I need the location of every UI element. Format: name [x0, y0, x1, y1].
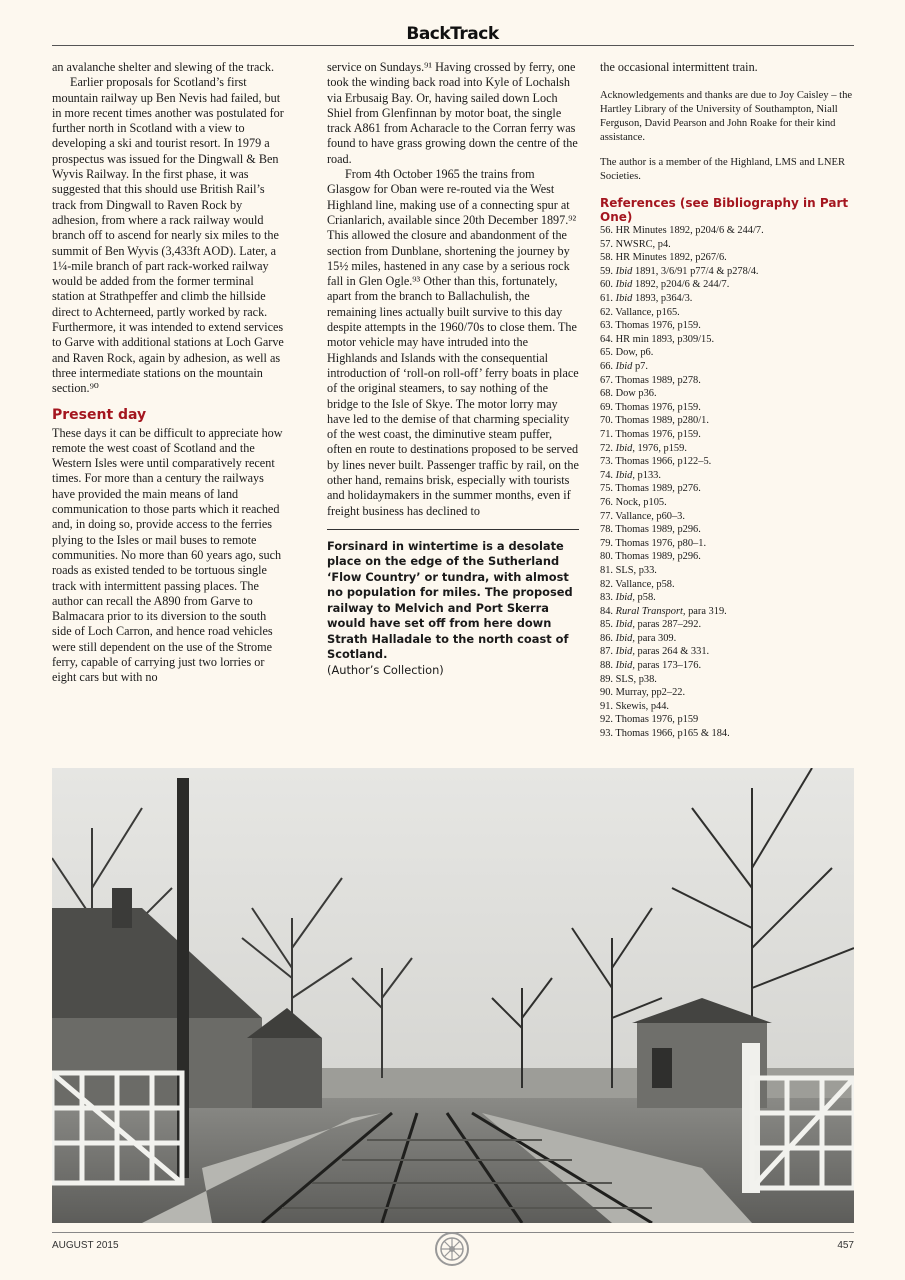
reference-number: 69.: [600, 401, 613, 413]
reference-number: 72.: [600, 442, 613, 454]
station-photo: [52, 768, 854, 1223]
reference-number: 71.: [600, 428, 613, 440]
reference-source: Thomas 1989, p296.: [615, 524, 701, 536]
reference-item: [600, 632, 854, 646]
text-column-1: [52, 60, 284, 686]
caption-rule: [327, 529, 579, 530]
reference-item: [600, 442, 854, 456]
reference-item: [600, 387, 854, 401]
reference-item: [600, 278, 854, 292]
reference-number: 79.: [600, 537, 613, 549]
reference-source: Thomas 1989, p276.: [615, 483, 701, 495]
header-rule: [52, 45, 854, 46]
reference-number: 76.: [600, 496, 613, 508]
paragraph: service on Sundays.⁹¹ Having crossed by ferry, one took the winding back road into Kyle of Lochalsh via Erbusaig Bay. Or, having sailed down Loch Shiel from Glenfinnan by motor boat, the single track A861 from Acharacle to the Corran ferry was found to have grass growing down the centre of the road.: [327, 60, 578, 166]
reference-item: [600, 537, 854, 551]
reference-source: Vallance, p60–3.: [615, 510, 685, 522]
references-list: [600, 224, 854, 741]
reference-source: paras 264 & 331.: [634, 646, 710, 658]
reference-italic: Ibid: [615, 361, 633, 373]
reference-source: para 309.: [634, 632, 677, 644]
reference-item: [600, 428, 854, 442]
reference-item: [600, 591, 854, 605]
reference-item: [600, 564, 854, 578]
reference-item: [600, 659, 854, 673]
reference-number: 56.: [600, 225, 613, 237]
reference-number: 62.: [600, 306, 613, 318]
reference-item: [600, 510, 854, 524]
reference-source: Thomas 1976, p159.: [615, 401, 701, 413]
reference-item: [600, 224, 854, 238]
reference-item: [600, 455, 854, 469]
reference-italic: Ibid,: [615, 646, 635, 658]
reference-number: 59.: [600, 265, 613, 277]
reference-number: 75.: [600, 483, 613, 495]
reference-number: 89.: [600, 673, 613, 685]
reference-item: [600, 605, 854, 619]
reference-item: [600, 645, 854, 659]
reference-number: 90.: [600, 687, 613, 699]
paragraph: the occasional intermittent train.: [600, 60, 758, 74]
reference-number: 84.: [600, 605, 613, 617]
reference-item: [600, 306, 854, 320]
section-heading: Present day: [52, 406, 147, 423]
reference-italic: Ibid: [615, 469, 633, 481]
reference-item: [600, 360, 854, 374]
text-column-3: [600, 60, 854, 741]
reference-number: 68.: [600, 388, 613, 400]
reference-italic: Ibid: [615, 265, 633, 277]
reference-source: p7.: [632, 361, 648, 373]
wheel-logo-icon: [434, 1231, 470, 1267]
acknowledgements-block: [600, 89, 854, 184]
reference-number: 83.: [600, 592, 613, 604]
reference-source: paras 287–292.: [634, 619, 702, 631]
reference-source: Dow p36.: [615, 388, 657, 400]
reference-item: [600, 578, 854, 592]
reference-number: 60.: [600, 279, 613, 291]
reference-source: , p133.: [632, 469, 661, 481]
reference-item: [600, 414, 854, 428]
reference-source: NWSRC, p4.: [615, 238, 671, 250]
reference-number: 58.: [600, 252, 613, 264]
paragraph: From 4th October 1965 the trains from Glasgow for Oban were re-routed via the West Highland line, making use of a connecting spur at Crianlarich, available since 20th December 1897.⁹² This allowed the closure and abandonment of the section from Dunblane, shortening the journey by 15½ miles, hastened in any case by a serious rock fall in Glen Ogle.⁹³ Other than this, fortunately, apart from the branch to Ballachulish, the remaining lines actually built survive to this day despite attempts in the 1960/70s to close them. The motor vehicle may have intruded into the Highlands and Islands with the consequential introduction of ‘roll-on roll-off’ ferry boats in place of the original steamers, to say nothing of the bridge to the Isle of Skye. The motor lorry may have led to the demise of that charming speciality of the west coast, the diminutive steam puffer, often en route to destinations proposed to be served by lines never built. Passenger traffic by rail, on the other hand, remains brisk, especially with tourists and holidaymakers in the summer months, even if freight business has declined to: [327, 167, 579, 518]
references-heading: References (see Bibliography in Part One): [600, 196, 849, 225]
reference-source: , 1976, p159.: [632, 442, 687, 454]
reference-source: 1891, 3/6/91 p77/4 & p278/4.: [632, 265, 759, 277]
reference-item: [600, 333, 854, 347]
reference-italic: Ibid,: [615, 592, 635, 604]
reference-item: [600, 346, 854, 360]
reference-italic: Rural Transport,: [615, 605, 686, 617]
reference-item: [600, 618, 854, 632]
reference-item: [600, 523, 854, 537]
reference-number: 78.: [600, 524, 613, 536]
reference-item: [600, 469, 854, 483]
forsinard-station-image: [52, 768, 854, 1223]
reference-source: Thomas 1976, p159.: [615, 320, 701, 332]
reference-item: [600, 496, 854, 510]
reference-number: 73.: [600, 456, 613, 468]
reference-number: 93.: [600, 728, 613, 740]
masthead-logo: BackTrack: [406, 24, 499, 44]
reference-source: para 319.: [685, 605, 727, 617]
reference-item: [600, 319, 854, 333]
reference-number: 86.: [600, 632, 613, 644]
reference-number: 70.: [600, 415, 613, 427]
author-note: The author is a member of the Highland, LMS and LNER Societies.: [600, 157, 846, 183]
reference-number: 87.: [600, 646, 613, 658]
reference-item: [600, 238, 854, 252]
reference-source: Thomas 1976, p159.: [615, 428, 701, 440]
reference-number: 66.: [600, 361, 613, 373]
reference-source: SLS, p33.: [615, 564, 657, 576]
reference-source: HR min 1893, p309/15.: [615, 333, 715, 345]
reference-item: [600, 251, 854, 265]
reference-number: 61.: [600, 293, 613, 305]
reference-item: [600, 374, 854, 388]
reference-source: SLS, p38.: [615, 673, 657, 685]
reference-item: [600, 727, 854, 741]
acknowledgements: Acknowledgements and thanks are due to Joy Caisley – the Hartley Library of the University of Southampton, Niall Ferguson, David Pearson and John Roake for their kind assistance.: [600, 90, 853, 143]
reference-number: 82.: [600, 578, 613, 590]
caption-credit: (Author’s Collection): [327, 662, 444, 677]
reference-item: [600, 686, 854, 700]
reference-source: Thomas 1989, p296.: [615, 551, 701, 563]
reference-number: 80.: [600, 551, 613, 563]
reference-item: [600, 713, 854, 727]
reference-source: Nock, p105.: [615, 496, 667, 508]
reference-source: HR Minutes 1892, p267/6.: [615, 252, 727, 264]
paragraph: These days it can be difficult to appreciate how remote the west coast of Scotland and the Western Isles were until comparatively recent times. For more than a century the railways have provided the main means of land communication to those parts which it reached and, in doing so, provide access to the ferries plying to the Isles or mail buses to remote communities. No more than 60 years ago, such roads as existed tended to be tortuous single track with intermittent passing places. The author can recall the A890 from Garve to Balmacara prior to its diversion to the south side of Loch Carron, and hence road vehicles were still dependent on the use of the Strome ferry, capable of carrying just two lorries or eight cars but with no: [52, 425, 283, 685]
reference-italic: Ibid: [615, 293, 633, 305]
text-column-2: [327, 60, 579, 678]
reference-source: paras 173–176.: [634, 660, 702, 672]
reference-number: 64.: [600, 333, 613, 345]
paragraph: Earlier proposals for Scotland’s first mountain railway up Ben Nevis had failed, but in more recent times another was postulated for further north in Scotland with a view to developing a ski and tourist resort. In 1979 a prospectus was issued for the Dingwall & Ben Wyvis Railway. In the first phase, it was suggested that this should use British Rail’s track from Dingwall to Raven Rock by adhesion, from where a rack railway would branch off to ascend for nearly six miles to the summit of Ben Wyvis (3,433ft AOD). Later, a 1¼-mile branch of part rack-worked railway would be added from the former terminal station at Strathpeffer and climb the hillside direct to Achterneed, partly worked by rack. Furthermore, it was intended to extend services to Garve with additional stations at Loch Garve and Raven Rock, again by adhesion, as well as three intermediate stations on the mountain section.⁹⁰: [52, 75, 284, 396]
reference-italic: Ibid,: [615, 619, 635, 631]
reference-number: 91.: [600, 700, 613, 712]
reference-number: 77.: [600, 510, 613, 522]
reference-source: Thomas 1976, p80–1.: [615, 537, 707, 549]
reference-source: Murray, pp2–22.: [615, 687, 686, 699]
page-number: 457: [837, 1240, 854, 1251]
reference-source: Vallance, p165.: [615, 306, 680, 318]
reference-number: 67.: [600, 374, 613, 386]
reference-item: [600, 482, 854, 496]
reference-source: Thomas 1966, p165 & 184.: [615, 728, 730, 740]
reference-source: Vallance, p58.: [615, 578, 675, 590]
reference-item: [600, 292, 854, 306]
reference-number: 63.: [600, 320, 613, 332]
reference-item: [600, 550, 854, 564]
reference-italic: Ibid,: [615, 632, 635, 644]
reference-number: 74.: [600, 469, 613, 481]
reference-number: 65.: [600, 347, 613, 359]
reference-number: 81.: [600, 564, 613, 576]
reference-italic: Ibid: [615, 442, 633, 454]
reference-source: Thomas 1989, p278.: [615, 374, 701, 386]
reference-source: Thomas 1989, p280/1.: [615, 415, 709, 427]
reference-number: 85.: [600, 619, 613, 631]
reference-source: Thomas 1976, p159: [615, 714, 699, 726]
reference-source: 1892, p204/6 & 244/7.: [632, 279, 730, 291]
reference-source: 1893, p364/3.: [632, 293, 693, 305]
reference-item: [600, 265, 854, 279]
reference-source: Thomas 1966, p122–5.: [615, 456, 712, 468]
photo-caption: [327, 539, 579, 679]
reference-number: 92.: [600, 714, 613, 726]
reference-source: Skewis, p44.: [615, 700, 670, 712]
reference-source: Dow, p6.: [615, 347, 654, 359]
reference-item: [600, 401, 854, 415]
reference-item: [600, 700, 854, 714]
reference-source: p58.: [634, 592, 656, 604]
issue-date: AUGUST 2015: [52, 1240, 119, 1251]
reference-item: [600, 673, 854, 687]
reference-italic: Ibid,: [615, 660, 635, 672]
reference-italic: Ibid: [615, 279, 633, 291]
paragraph: an avalanche shelter and slewing of the track.: [52, 60, 274, 74]
reference-number: 88.: [600, 660, 613, 672]
reference-number: 57.: [600, 238, 613, 250]
caption-text: Forsinard in wintertime is a desolate place on the edge of the Sutherland ‘Flow Country’ or tundra, with almost no population for miles. The proposed railway to Melvich and Port Skerra would have set off from here down Strath Halladale to the north coast of Scotland.: [327, 538, 573, 662]
reference-source: HR Minutes 1892, p204/6 & 244/7.: [615, 225, 764, 237]
